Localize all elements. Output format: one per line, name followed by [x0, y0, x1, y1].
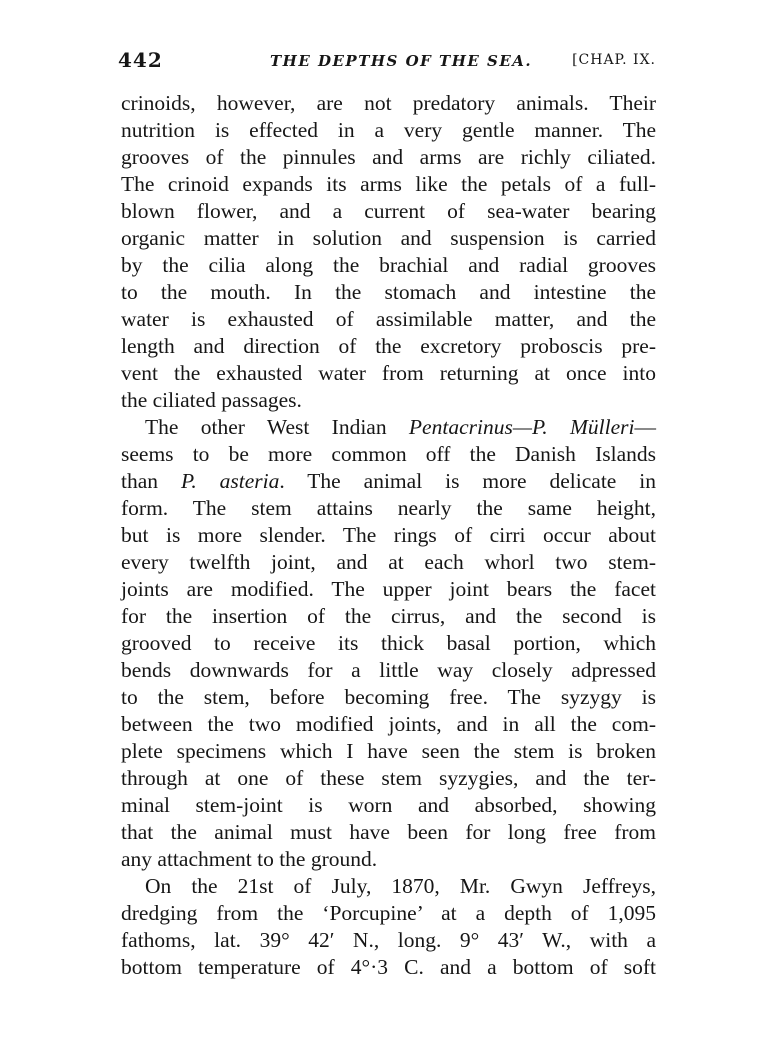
text-segment: than	[121, 469, 181, 493]
text-segment: the ciliated passages.	[121, 388, 302, 412]
text-segment: that the animal must have been for long free from	[121, 820, 656, 844]
text-segment: every twelfth joint, and at each whorl two stem-	[121, 550, 656, 574]
text-segment: but is more slender. The rings of cirri occur about	[121, 523, 656, 547]
text-line	[121, 846, 656, 873]
text-segment: to the mouth. In the stomach and intestine the	[121, 280, 656, 304]
text-line	[121, 873, 656, 900]
text-segment: P. asteria	[180, 469, 280, 493]
text-line	[121, 468, 656, 495]
text-line	[121, 603, 656, 630]
text-segment: The crinoid expands its arms like the petals of a full-	[121, 172, 656, 196]
text-segment: . The animal is more delicate in	[279, 469, 656, 493]
text-segment: fathoms, lat. 39° 42′ N., long. 9° 43′ W., with a	[121, 928, 656, 952]
text-segment: On the 21st of July, 1870, Mr. Gwyn Jeffreys,	[145, 874, 656, 898]
text-line	[121, 333, 656, 360]
text-segment: grooves of the pinnules and arms are richly ciliated.	[121, 145, 656, 169]
text-segment: dredging from the ‘Porcupine’ at a depth of 1,095	[121, 901, 656, 925]
text-segment: crinoids, however, are not predatory animals. Their	[121, 91, 656, 115]
text-segment: any attachment to the ground.	[121, 847, 378, 871]
text-segment: grooved to receive its thick basal portion, which	[121, 631, 656, 655]
text-line	[121, 954, 656, 981]
text-line	[121, 765, 656, 792]
text-segment: blown flower, and a current of sea-water bearing	[121, 199, 656, 223]
text-segment: plete specimens which I have seen the stem is broken	[121, 739, 656, 763]
text-line	[121, 927, 656, 954]
running-head	[118, 48, 656, 78]
text-line	[121, 657, 656, 684]
text-line	[121, 306, 656, 333]
text-line	[121, 738, 656, 765]
text-segment: Pentacrinus—P. Mülleri	[408, 415, 635, 439]
text-line	[121, 684, 656, 711]
running-title: THE DEPTHS OF THE SEA.	[270, 52, 533, 70]
text-segment: —	[634, 415, 656, 439]
text-line	[121, 252, 656, 279]
text-line	[121, 414, 656, 441]
text-line	[121, 576, 656, 603]
text-line	[121, 549, 656, 576]
body-text	[121, 90, 656, 981]
text-line	[121, 441, 656, 468]
text-segment: length and direction of the excretory proboscis pre-	[121, 334, 656, 358]
text-line	[121, 495, 656, 522]
text-line	[121, 792, 656, 819]
text-segment: through at one of these stem syzygies, and the ter-	[121, 766, 656, 790]
text-segment: water is exhausted of assimilable matter, and the	[121, 307, 656, 331]
text-line	[121, 117, 656, 144]
text-line	[121, 198, 656, 225]
text-segment: form. The stem attains nearly the same height,	[121, 496, 656, 520]
text-segment: by the cilia along the brachial and radial grooves	[121, 253, 656, 277]
text-line	[121, 900, 656, 927]
text-segment: The other West Indian	[145, 415, 409, 439]
text-segment: bottom temperature of 4°·3 C. and a bottom of soft	[121, 955, 656, 979]
text-segment: to the stem, before becoming free. The syzygy is	[121, 685, 656, 709]
text-segment: seems to be more common off the Danish Islands	[121, 442, 656, 466]
text-line	[121, 90, 656, 117]
text-segment: minal stem-joint is worn and absorbed, showing	[121, 793, 656, 817]
text-line	[121, 819, 656, 846]
text-line	[121, 225, 656, 252]
text-segment: bends downwards for a little way closely adpressed	[121, 658, 656, 682]
text-line	[121, 711, 656, 738]
text-line	[121, 522, 656, 549]
text-line	[121, 630, 656, 657]
text-segment: for the insertion of the cirrus, and the second is	[121, 604, 656, 628]
text-line	[121, 387, 656, 414]
text-line	[121, 144, 656, 171]
text-segment: organic matter in solution and suspension is carried	[121, 226, 656, 250]
text-segment: between the two modified joints, and in all the com-	[121, 712, 656, 736]
text-line	[121, 360, 656, 387]
chapter-label: [CHAP. IX.	[572, 52, 656, 68]
text-segment: joints are modified. The upper joint bears the facet	[121, 577, 656, 601]
text-segment: nutrition is effected in a very gentle manner. The	[121, 118, 656, 142]
text-segment: vent the exhausted water from returning at once into	[121, 361, 656, 385]
page-number: 442	[118, 48, 163, 72]
text-line	[121, 171, 656, 198]
text-line	[121, 279, 656, 306]
